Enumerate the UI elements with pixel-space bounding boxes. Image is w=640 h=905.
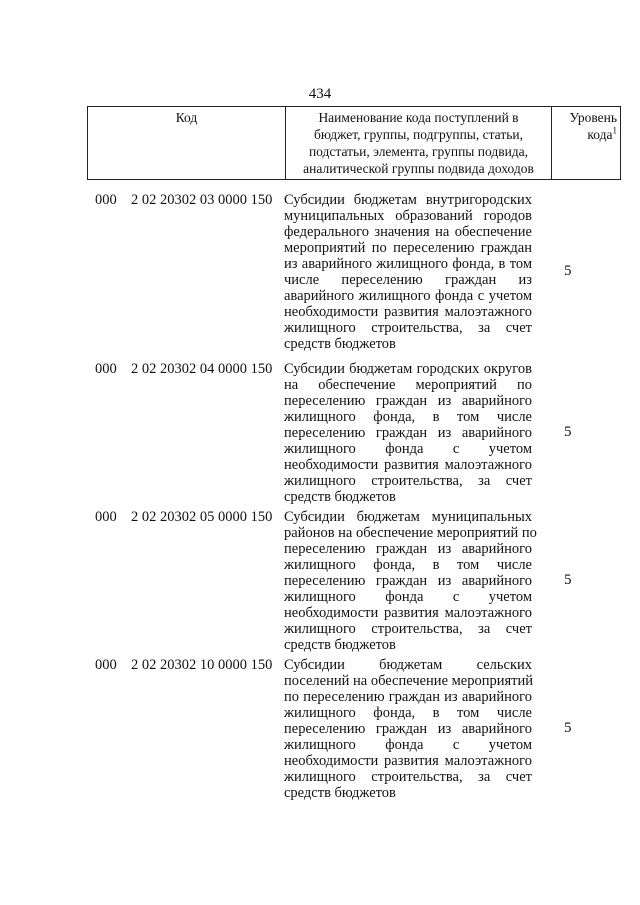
code-level: 5 — [564, 424, 572, 440]
header-code: Код — [88, 107, 286, 180]
description-line: Субсидии бюджетам муниципальных — [284, 509, 532, 525]
description-line: средств бюджетов — [284, 637, 396, 653]
admin-code: 000 — [95, 509, 117, 525]
description-line: переселению граждан из аварийного — [284, 393, 532, 409]
header-name-line: бюджет, группы, подгруппы, статьи, — [314, 127, 523, 142]
description-line: необходимости развития малоэтажного — [284, 753, 532, 769]
description-line: Субсидии бюджетам сельских — [284, 657, 532, 673]
description-line: жилищного строительства, за счет — [284, 473, 532, 489]
description-line: Субсидии бюджетам городских округов — [284, 361, 532, 377]
admin-code: 000 — [95, 657, 117, 673]
income-code: 2 02 20302 10 0000 150 — [131, 657, 273, 673]
footnote-marker: 1 — [612, 125, 617, 136]
description-line: мероприятий по переселению граждан — [284, 240, 532, 256]
header-name — [286, 107, 552, 180]
description-line: муниципальных образований городов — [284, 208, 532, 224]
description-line: жилищного строительства, за счет — [284, 320, 532, 336]
income-description — [284, 361, 532, 505]
description-line: жилищного фонда с учетом — [284, 441, 532, 457]
description-line: на обеспечение мероприятий по — [284, 377, 532, 393]
description-line: по переселению граждан из аварийного — [284, 689, 532, 705]
header-name-line: подстатьи, элемента, группы подвида, — [308, 144, 529, 159]
header-level — [552, 107, 621, 180]
description-line: переселению граждан из аварийного — [284, 425, 532, 441]
description-line: из аварийного жилищного фонда, в том — [284, 256, 532, 272]
description-line: числе переселению граждан из — [284, 272, 532, 288]
description-line: жилищного фонда, в том числе — [284, 557, 532, 573]
column-header-table — [87, 106, 621, 180]
description-line: районов на обеспечение мероприятий по — [284, 525, 537, 541]
admin-code: 000 — [95, 361, 117, 377]
description-line: необходимости развития малоэтажного — [284, 457, 532, 473]
description-line: жилищного фонда с учетом — [284, 737, 532, 753]
income-code: 2 02 20302 03 0000 150 — [131, 192, 273, 208]
description-line: жилищного фонда, в том числе — [284, 705, 532, 721]
description-line: переселению граждан из аварийного — [284, 541, 532, 557]
description-line: средств бюджетов — [284, 336, 396, 352]
income-description — [284, 509, 537, 653]
description-line: жилищного строительства, за счет — [284, 621, 532, 637]
code-level: 5 — [564, 263, 572, 279]
description-line: жилищного строительства, за счет — [284, 769, 532, 785]
income-description — [284, 192, 532, 352]
header-level-text: кода — [587, 127, 613, 142]
description-line: аварийного жилищного фонда с учетом — [284, 288, 532, 304]
description-line: переселению граждан из аварийного — [284, 721, 532, 737]
header-level-line2 — [555, 126, 617, 143]
admin-code: 000 — [95, 192, 117, 208]
description-line: Субсидии бюджетам внутригородских — [284, 192, 532, 208]
description-line: федерального значения на обеспечение — [284, 224, 532, 240]
income-code: 2 02 20302 04 0000 150 — [131, 361, 273, 377]
description-line: необходимости развития малоэтажного — [284, 304, 532, 320]
income-description — [284, 657, 532, 801]
description-line: переселению граждан из аварийного — [284, 573, 532, 589]
page-number: 434 — [308, 86, 332, 102]
code-level: 5 — [564, 720, 572, 736]
description-line: средств бюджетов — [284, 785, 396, 801]
description-line: средств бюджетов — [284, 489, 396, 505]
header-name-line: аналитической группы подвида доходов — [303, 161, 534, 176]
header-level-line1: Уровень — [569, 110, 617, 125]
description-line: жилищного фонда с учетом — [284, 589, 532, 605]
code-level: 5 — [564, 572, 572, 588]
description-line: необходимости развития малоэтажного — [284, 605, 532, 621]
income-code: 2 02 20302 05 0000 150 — [131, 509, 273, 525]
header-name-line: Наименование кода поступлений в — [318, 110, 519, 125]
description-line: поселений на обеспечение мероприятий — [284, 673, 534, 689]
description-line: жилищного фонда, в том числе — [284, 409, 532, 425]
